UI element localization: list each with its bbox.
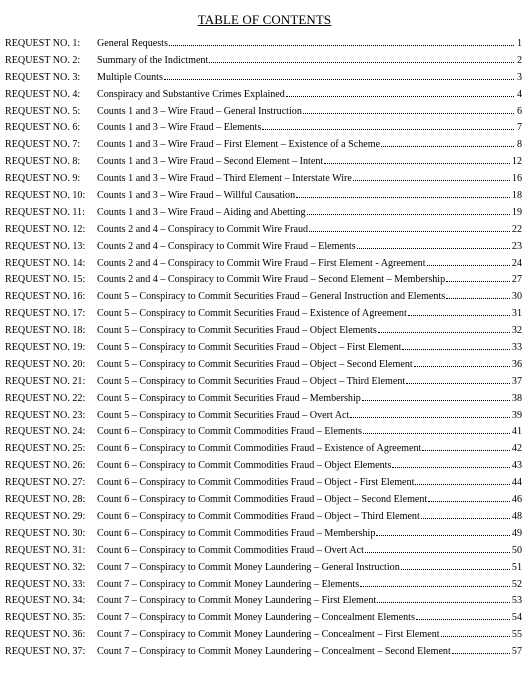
page-number: 44 bbox=[511, 477, 522, 489]
request-number: REQUEST NO. 15: bbox=[5, 274, 86, 286]
request-number: REQUEST NO. 16: bbox=[5, 291, 86, 303]
entry-title: Count 5 – Conspiracy to Commit Securities Fraud – Object – Second Element bbox=[97, 358, 413, 370]
request-number: REQUEST NO. 1: bbox=[5, 38, 81, 49]
request-number: REQUEST NO. 4: bbox=[5, 88, 81, 100]
page-number: 37 bbox=[511, 375, 522, 387]
entry-title: Count 5 – Conspiracy to Commit Securities Fraud – Membership bbox=[97, 392, 361, 404]
page-number: 24 bbox=[511, 257, 522, 269]
toc-entry bbox=[5, 443, 522, 460]
page-number: 22 bbox=[511, 223, 522, 235]
dot-leader bbox=[376, 534, 509, 536]
toc-entry-body bbox=[97, 38, 522, 49]
entry-title: Count 6 – Conspiracy to Commit Commodities Fraud – Object - First Element bbox=[97, 477, 415, 489]
toc-entry-body bbox=[97, 410, 522, 421]
dot-leader bbox=[307, 213, 510, 215]
toc-entry bbox=[5, 410, 522, 427]
toc-entry-body bbox=[97, 595, 522, 606]
toc-entry bbox=[5, 156, 522, 173]
dot-leader bbox=[414, 365, 510, 367]
page-number: 6 bbox=[516, 105, 522, 117]
toc-entry bbox=[5, 139, 522, 156]
toc-entry-body bbox=[97, 139, 522, 150]
toc-entry-body bbox=[97, 291, 522, 302]
request-number: REQUEST NO. 35: bbox=[5, 612, 86, 624]
entry-title: Count 6 – Conspiracy to Commit Commodities Fraud – Object – Second Element bbox=[97, 494, 428, 506]
dot-leader bbox=[446, 297, 510, 299]
page-title: TABLE OF CONTENTS bbox=[197, 12, 332, 27]
page-number: 43 bbox=[511, 460, 522, 472]
toc-entry bbox=[5, 393, 522, 410]
dot-leader bbox=[427, 264, 510, 266]
dot-leader bbox=[296, 196, 510, 198]
request-number: REQUEST NO. 7: bbox=[5, 139, 81, 151]
entry-title: Count 6 – Conspiracy to Commit Commodities Fraud – Existence of Agreement bbox=[97, 443, 422, 455]
toc-entry-body bbox=[97, 224, 522, 235]
dot-leader bbox=[357, 247, 510, 249]
toc-entry bbox=[5, 207, 522, 224]
toc-entry-body bbox=[97, 72, 522, 83]
dot-leader bbox=[309, 230, 510, 232]
toc-entry bbox=[5, 460, 522, 477]
entry-title: Count 5 – Conspiracy to Commit Securities Fraud – General Instruction and Elements bbox=[97, 291, 446, 303]
page-number: 18 bbox=[511, 190, 522, 202]
toc-entry-body bbox=[97, 511, 522, 522]
toc-entry bbox=[5, 595, 522, 612]
request-number: REQUEST NO. 28: bbox=[5, 494, 86, 506]
page-number: 51 bbox=[511, 561, 522, 573]
page-number: 7 bbox=[516, 122, 522, 134]
toc-entry bbox=[5, 224, 522, 241]
toc-entry-body bbox=[97, 173, 522, 184]
dot-leader bbox=[286, 95, 514, 97]
page-number: 27 bbox=[511, 274, 522, 286]
toc-entry-body bbox=[97, 629, 522, 640]
request-number: REQUEST NO. 25: bbox=[5, 443, 86, 455]
request-number: REQUEST NO. 29: bbox=[5, 510, 86, 522]
dot-leader bbox=[441, 635, 510, 637]
dot-leader bbox=[402, 348, 509, 350]
request-number: REQUEST NO. 32: bbox=[5, 561, 86, 573]
request-number: REQUEST NO. 37: bbox=[5, 646, 86, 658]
entry-title: Count 7 – Conspiracy to Commit Money Laundering – Concealment Elements bbox=[97, 612, 415, 624]
request-number: REQUEST NO. 13: bbox=[5, 240, 86, 252]
toc-entry bbox=[5, 55, 522, 72]
toc-entry bbox=[5, 308, 522, 325]
entry-title: Counts 1 and 3 – Wire Fraud – Second Element – Intent bbox=[97, 156, 324, 168]
toc-entry bbox=[5, 173, 522, 190]
entry-title: Count 7 – Conspiracy to Commit Money Laundering – Concealment – First Element bbox=[97, 629, 440, 641]
page-number: 38 bbox=[511, 392, 522, 404]
page-number: 3 bbox=[516, 71, 522, 83]
request-number: REQUEST NO. 30: bbox=[5, 527, 86, 539]
entry-title: General Requests bbox=[97, 38, 168, 49]
request-number: REQUEST NO. 31: bbox=[5, 544, 86, 556]
page-number: 16 bbox=[511, 173, 522, 185]
toc-entry-body bbox=[97, 494, 522, 505]
request-number: REQUEST NO. 23: bbox=[5, 409, 86, 421]
dot-leader bbox=[401, 568, 510, 570]
toc-entry-body bbox=[97, 562, 522, 573]
entry-title: Count 6 – Conspiracy to Commit Commodities Fraud – Object – Third Element bbox=[97, 510, 420, 522]
toc-entry-body bbox=[97, 258, 522, 269]
toc-entry-body bbox=[97, 190, 522, 201]
toc-entry bbox=[5, 72, 522, 89]
page-number: 32 bbox=[511, 325, 522, 337]
entry-title: Count 5 – Conspiracy to Commit Securities Fraud – Object Elements bbox=[97, 325, 377, 337]
request-number: REQUEST NO. 10: bbox=[5, 190, 86, 202]
entry-title: Counts 2 and 4 – Conspiracy to Commit Wire Fraud bbox=[97, 223, 309, 235]
page-number: 1 bbox=[516, 38, 522, 49]
request-number: REQUEST NO. 19: bbox=[5, 342, 86, 354]
toc-entry bbox=[5, 562, 522, 579]
page-number: 12 bbox=[511, 156, 522, 168]
entry-title: Counts 1 and 3 – Wire Fraud – First Element – Existence of a Scheme bbox=[97, 139, 381, 151]
page-number: 46 bbox=[511, 494, 522, 506]
entry-title: Count 6 – Conspiracy to Commit Commodities Fraud – Object Elements bbox=[97, 460, 392, 472]
toc-entry-body bbox=[97, 89, 522, 100]
dot-leader bbox=[365, 551, 510, 553]
entry-title: Counts 1 and 3 – Wire Fraud – Aiding and Abetting bbox=[97, 206, 306, 218]
dot-leader bbox=[377, 601, 510, 603]
entry-title: Counts 1 and 3 – Wire Fraud – General Instruction bbox=[97, 105, 302, 117]
entry-title: Count 5 – Conspiracy to Commit Securities Fraud – Existence of Agreement bbox=[97, 308, 407, 320]
toc-entry-body bbox=[97, 646, 522, 657]
toc-entry-body bbox=[97, 122, 522, 133]
dot-leader bbox=[452, 652, 510, 654]
request-number: REQUEST NO. 22: bbox=[5, 392, 86, 404]
dot-leader bbox=[381, 145, 514, 147]
toc-entry bbox=[5, 359, 522, 376]
page-number: 55 bbox=[511, 629, 522, 641]
request-number: REQUEST NO. 8: bbox=[5, 156, 81, 168]
request-number: REQUEST NO. 6: bbox=[5, 122, 81, 134]
toc-entry bbox=[5, 545, 522, 562]
request-number: REQUEST NO. 20: bbox=[5, 358, 86, 370]
entry-title: Counts 2 and 4 – Conspiracy to Commit Wire Fraud – Second Element – Membership bbox=[97, 274, 446, 286]
page-number: 41 bbox=[511, 426, 522, 438]
dot-leader bbox=[164, 78, 514, 80]
toc-entry bbox=[5, 38, 522, 55]
toc-entry-body bbox=[97, 308, 522, 319]
dot-leader bbox=[353, 179, 510, 181]
page-number: 36 bbox=[511, 358, 522, 370]
page-number: 23 bbox=[511, 240, 522, 252]
page-number: 31 bbox=[511, 308, 522, 320]
dot-leader bbox=[416, 618, 510, 620]
request-number: REQUEST NO. 14: bbox=[5, 257, 86, 269]
toc-entry-body bbox=[97, 156, 522, 167]
toc-entry bbox=[5, 122, 522, 139]
toc-entry-body bbox=[97, 528, 522, 539]
entry-title: Count 6 – Conspiracy to Commit Commodities Fraud – Overt Act bbox=[97, 544, 364, 556]
request-number: REQUEST NO. 2: bbox=[5, 54, 81, 66]
toc-entry bbox=[5, 241, 522, 258]
toc-entry bbox=[5, 89, 522, 106]
dot-leader bbox=[421, 517, 510, 519]
dot-leader bbox=[209, 61, 514, 63]
request-number: REQUEST NO. 21: bbox=[5, 375, 86, 387]
entry-title: Count 7 – Conspiracy to Commit Money Laundering – First Element bbox=[97, 595, 377, 607]
request-number: REQUEST NO. 11: bbox=[5, 206, 85, 218]
page-number: 30 bbox=[511, 291, 522, 303]
toc-entry bbox=[5, 511, 522, 528]
toc-entry-body bbox=[97, 579, 522, 590]
dot-leader bbox=[169, 44, 514, 46]
toc-entry-body bbox=[97, 612, 522, 623]
request-number: REQUEST NO. 27: bbox=[5, 477, 86, 489]
toc-entry bbox=[5, 477, 522, 494]
toc-entry bbox=[5, 579, 522, 596]
toc-entry-body bbox=[97, 460, 522, 471]
entry-title: Counts 2 and 4 – Conspiracy to Commit Wire Fraud – First Element - Agreement bbox=[97, 257, 426, 269]
dot-leader bbox=[392, 466, 510, 468]
entry-title: Count 7 – Conspiracy to Commit Money Laundering – Concealment – Second Element bbox=[97, 646, 451, 658]
page-number: 50 bbox=[511, 544, 522, 556]
toc-entry bbox=[5, 258, 522, 275]
toc-entry-body bbox=[97, 426, 522, 437]
entry-title: Count 5 – Conspiracy to Commit Securities Fraud – Overt Act bbox=[97, 409, 350, 421]
page-number: 33 bbox=[511, 342, 522, 354]
request-number: REQUEST NO. 34: bbox=[5, 595, 86, 607]
page-number: 39 bbox=[511, 409, 522, 421]
page-number: 19 bbox=[511, 206, 522, 218]
dot-leader bbox=[363, 432, 510, 434]
dot-leader bbox=[428, 500, 510, 502]
entry-title: Counts 1 and 3 – Wire Fraud – Elements bbox=[97, 122, 262, 134]
entry-title: Count 6 – Conspiracy to Commit Commodities Fraud – Elements bbox=[97, 426, 362, 438]
toc-entry-body bbox=[97, 342, 522, 353]
toc-entry bbox=[5, 342, 522, 359]
request-number: REQUEST NO. 9: bbox=[5, 173, 81, 185]
toc-entry bbox=[5, 528, 522, 545]
dot-leader bbox=[262, 128, 514, 130]
page-number: 42 bbox=[511, 443, 522, 455]
page-number: 54 bbox=[511, 612, 522, 624]
toc-entry bbox=[5, 190, 522, 207]
toc-entry bbox=[5, 494, 522, 511]
request-number: REQUEST NO. 3: bbox=[5, 71, 81, 83]
table-of-contents bbox=[5, 38, 522, 663]
entry-title: Conspiracy and Substantive Crimes Explained bbox=[97, 88, 285, 100]
request-number: REQUEST NO. 24: bbox=[5, 426, 86, 438]
entry-title: Counts 1 and 3 – Wire Fraud – Third Element – Interstate Wire bbox=[97, 173, 352, 185]
entry-title: Count 7 – Conspiracy to Commit Money Laundering – Elements bbox=[97, 578, 360, 590]
toc-entry-body bbox=[97, 55, 522, 66]
dot-leader bbox=[406, 382, 510, 384]
request-number: REQUEST NO. 33: bbox=[5, 578, 86, 590]
entry-title: Count 7 – Conspiracy to Commit Money Laundering – General Instruction bbox=[97, 561, 400, 573]
dot-leader bbox=[360, 585, 510, 587]
toc-entry-body bbox=[97, 106, 522, 117]
toc-entry-body bbox=[97, 477, 522, 488]
page-number: 48 bbox=[511, 510, 522, 522]
toc-entry bbox=[5, 646, 522, 663]
toc-entry-body bbox=[97, 443, 522, 454]
entry-title: Counts 1 and 3 – Wire Fraud – Willful Causation bbox=[97, 190, 296, 202]
toc-entry-body bbox=[97, 325, 522, 336]
toc-entry-body bbox=[97, 393, 522, 404]
entry-title: Multiple Counts bbox=[97, 71, 163, 83]
page-number: 2 bbox=[516, 54, 522, 66]
dot-leader bbox=[378, 331, 510, 333]
toc-entry bbox=[5, 629, 522, 646]
entry-title: Counts 2 and 4 – Conspiracy to Commit Wire Fraud – Elements bbox=[97, 240, 356, 252]
request-number: REQUEST NO. 12: bbox=[5, 223, 86, 235]
page-number: 8 bbox=[516, 139, 522, 151]
dot-leader bbox=[350, 416, 510, 418]
request-number: REQUEST NO. 26: bbox=[5, 460, 86, 472]
toc-entry bbox=[5, 612, 522, 629]
request-number: REQUEST NO. 18: bbox=[5, 325, 86, 337]
toc-entry bbox=[5, 291, 522, 308]
request-number: REQUEST NO. 17: bbox=[5, 308, 86, 320]
dot-leader bbox=[303, 112, 514, 114]
toc-entry bbox=[5, 106, 522, 123]
toc-entry-body bbox=[97, 241, 522, 252]
dot-leader bbox=[415, 483, 510, 485]
page-number: 57 bbox=[511, 646, 522, 658]
toc-entry-body bbox=[97, 545, 522, 556]
dot-leader bbox=[422, 449, 510, 451]
toc-entry-body bbox=[97, 207, 522, 218]
page-number: 4 bbox=[516, 88, 522, 100]
toc-entry bbox=[5, 376, 522, 393]
toc-entry-body bbox=[97, 359, 522, 370]
request-number: REQUEST NO. 5: bbox=[5, 105, 81, 117]
dot-leader bbox=[408, 314, 510, 316]
toc-entry bbox=[5, 274, 522, 291]
page-number: 53 bbox=[511, 595, 522, 607]
entry-title: Summary of the Indictment bbox=[97, 54, 209, 66]
dot-leader bbox=[362, 399, 510, 401]
dot-leader bbox=[446, 280, 510, 282]
entry-title: Count 5 – Conspiracy to Commit Securities Fraud – Object – Third Element bbox=[97, 375, 406, 387]
toc-entry bbox=[5, 426, 522, 443]
entry-title: Count 5 – Conspiracy to Commit Securities Fraud – Object – First Element bbox=[97, 342, 402, 354]
request-number: REQUEST NO. 36: bbox=[5, 629, 86, 641]
toc-entry-body bbox=[97, 376, 522, 387]
dot-leader bbox=[324, 162, 510, 164]
page-number: 52 bbox=[511, 578, 522, 590]
toc-entry bbox=[5, 325, 522, 342]
toc-entry-body bbox=[97, 274, 522, 285]
page-number: 49 bbox=[511, 527, 522, 539]
entry-title: Count 6 – Conspiracy to Commit Commodities Fraud – Membership bbox=[97, 527, 376, 539]
